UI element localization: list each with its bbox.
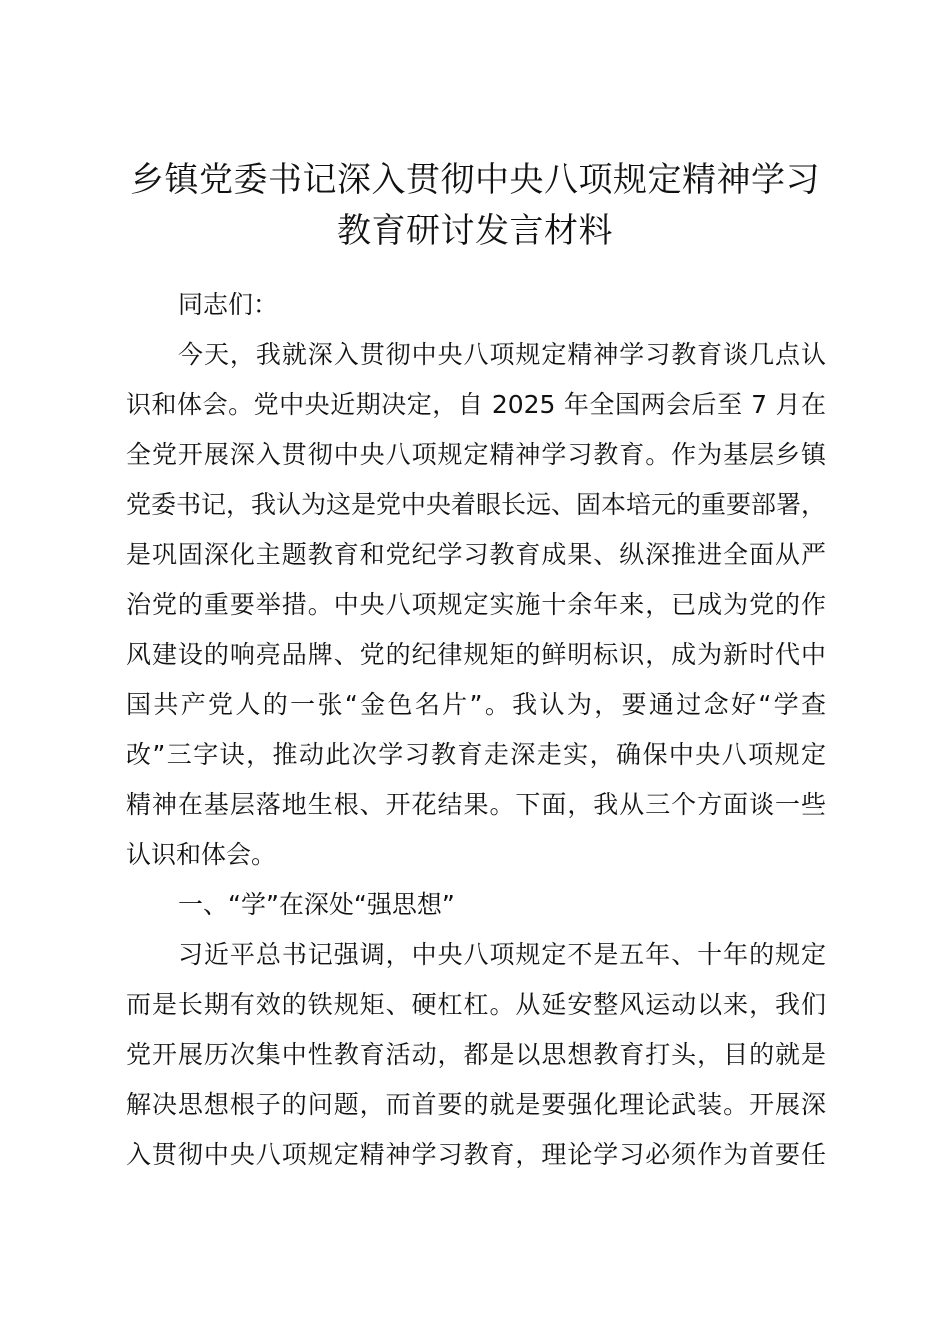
paragraph-line: 入贯彻中央八项规定精神学习教育，理论学习必须作为首要任 [126,1140,826,1169]
paragraph-line: 今天，我就深入贯彻中央八项规定精神学习教育谈几点认 [178,340,826,369]
paragraph-1 [126,330,826,880]
paragraph-line: 识和体会。党中央近期决定，自 2025 年全国两会后至 7 月在 [126,390,826,419]
title-line-1: 乡镇党委书记深入贯彻中央八项规定精神学习 [130,160,820,200]
paragraph-line: 认识和体会。 [126,840,277,869]
document-title [110,155,840,257]
salutation: 同志们： [178,290,279,319]
paragraph-2 [126,930,826,1180]
document-body [126,280,826,1180]
paragraph-line: 风建设的响亮品牌、党的纪律规矩的鲜明标识，成为新时代中 [126,640,826,669]
paragraph-line: 是巩固深化主题教育和党纪学习教育成果、纵深推进全面从严 [126,540,826,569]
section-heading-1: 一、“学”在深处“强思想” [178,890,455,919]
paragraph-line: 党开展历次集中性教育活动，都是以思想教育打头，目的就是 [126,1040,826,1069]
paragraph-line: 全党开展深入贯彻中央八项规定精神学习教育。作为基层乡镇 [126,440,826,469]
paragraph-line: 习近平总书记强调，中央八项规定不是五年、十年的规定 [178,940,826,969]
paragraph-line: 国共产党人的一张“金色名片”。我认为，要通过念好“学查 [126,690,826,719]
paragraph-line: 改”三字诀，推动此次学习教育走深走实，确保中央八项规定 [126,740,826,769]
paragraph-line: 精神在基层落地生根、开花结果。下面，我从三个方面谈一些 [126,790,826,819]
paragraph-line: 解决思想根子的问题，而首要的就是要强化理论武装。开展深 [126,1090,826,1119]
paragraph-line: 党委书记，我认为这是党中央着眼长远、固本培元的重要部署， [126,490,827,519]
title-line-2: 教育研讨发言材料 [337,211,613,251]
paragraph-line: 而是长期有效的铁规矩、硬杠杠。从延安整风运动以来，我们 [126,990,826,1019]
paragraph-line: 治党的重要举措。中央八项规定实施十余年来，已成为党的作 [126,590,826,619]
